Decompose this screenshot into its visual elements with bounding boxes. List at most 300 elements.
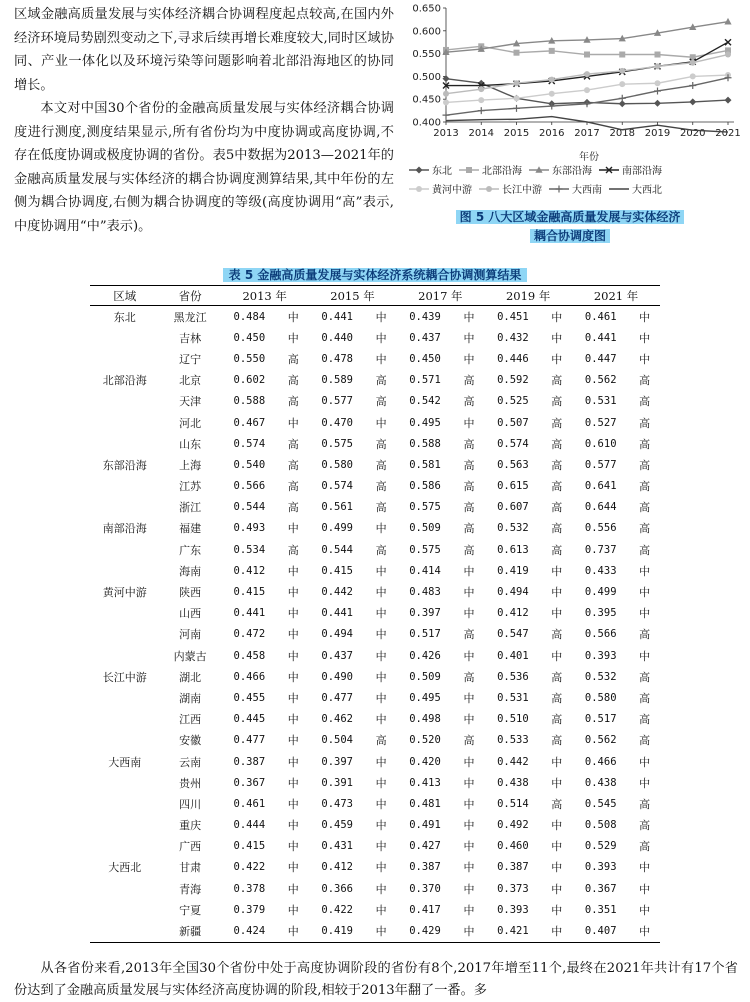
coupling-level-cell: 中	[375, 861, 387, 875]
province-cell: 河北	[179, 416, 202, 430]
province-cell: 山西	[179, 607, 202, 621]
table-row	[90, 581, 660, 602]
coupling-level-cell: 中	[463, 607, 475, 621]
coupling-value-cell: 0.373	[497, 882, 529, 895]
coupling-value-cell: 0.613	[497, 543, 529, 556]
coupling-level-cell: 高	[463, 734, 475, 748]
coupling-level-cell: 中	[551, 776, 563, 790]
coupling-value-cell: 0.447	[584, 352, 617, 365]
data-point	[584, 87, 590, 93]
coupling-value-cell: 0.459	[321, 819, 353, 832]
coupling-value-cell: 0.494	[321, 628, 353, 641]
coupling-level-cell: 高	[375, 437, 387, 451]
coupling-value-cell: 0.527	[584, 416, 617, 429]
province-cell: 湖北	[179, 670, 202, 684]
coupling-level-cell: 中	[639, 649, 651, 663]
legend-row	[408, 162, 748, 177]
region-cell	[90, 920, 159, 942]
figure-caption-line-2: 耦合协调度图	[530, 229, 610, 243]
data-point	[584, 71, 590, 77]
x-tick-label: 2020	[680, 128, 706, 139]
coupling-level-cell: 高	[639, 416, 651, 430]
coupling-value-cell: 0.412	[497, 607, 529, 620]
table-row	[90, 624, 660, 645]
coupling-value-cell: 0.550	[233, 352, 266, 365]
coupling-value-cell: 0.544	[233, 501, 266, 514]
region-cell	[90, 476, 159, 497]
coupling-level-cell: 高	[463, 480, 475, 494]
data-point	[443, 91, 449, 97]
region-cell	[90, 730, 159, 751]
legend-item	[598, 162, 662, 177]
province-cell: 黑龙江	[173, 310, 207, 324]
coupling-value-cell: 0.529	[584, 840, 617, 853]
legend-label: 南部沿海	[622, 166, 662, 177]
coupling-value-cell: 0.467	[233, 416, 266, 429]
coupling-level-cell: 中	[287, 310, 299, 324]
province-cell: 上海	[179, 458, 202, 472]
coupling-level-cell: 高	[375, 734, 387, 748]
coupling-level-cell: 中	[375, 713, 387, 727]
coupling-value-cell: 0.592	[497, 374, 529, 387]
coupling-level-cell: 中	[551, 840, 563, 854]
coupling-value-cell: 0.397	[321, 755, 353, 768]
coupling-level-cell: 高	[287, 437, 299, 451]
legend-marker	[466, 167, 472, 173]
coupling-value-cell: 0.444	[233, 819, 266, 832]
coupling-value-cell: 0.379	[233, 903, 266, 916]
table-row	[90, 603, 660, 624]
table-row	[90, 709, 660, 730]
data-point	[690, 73, 696, 79]
legend-item	[548, 181, 602, 196]
coupling-value-cell: 0.393	[584, 649, 617, 662]
region-cell	[90, 412, 159, 433]
coupling-level-cell: 高	[463, 458, 475, 472]
region-cell	[90, 348, 159, 369]
province-cell: 云南	[179, 755, 202, 769]
coupling-value-cell: 0.442	[321, 586, 353, 599]
header-2019: 2019 年	[505, 288, 551, 303]
region-cell: 东部沿海	[102, 458, 147, 472]
coupling-value-cell: 0.477	[233, 734, 266, 747]
legend-marker	[556, 185, 563, 192]
coupling-level-cell: 中	[287, 840, 299, 854]
coupling-level-cell: 高	[551, 691, 563, 705]
coupling-level-cell: 中	[463, 649, 475, 663]
coupling-level-cell: 高	[375, 374, 387, 388]
coupling-value-cell: 0.581	[409, 458, 441, 471]
province-cell: 陕西	[179, 586, 202, 600]
coupling-value-cell: 0.412	[233, 564, 266, 577]
table-row	[90, 793, 660, 814]
province-cell: 福建	[179, 522, 202, 536]
coupling-level-cell: 高	[551, 543, 563, 557]
coupling-level-cell: 中	[639, 310, 651, 324]
coupling-level-cell: 中	[639, 776, 651, 790]
province-cell: 四川	[179, 797, 202, 811]
coupling-value-cell: 0.427	[409, 840, 441, 853]
data-point	[690, 60, 696, 66]
coupling-level-cell: 中	[551, 649, 563, 663]
coupling-level-cell: 中	[463, 352, 475, 366]
coupling-level-cell: 高	[375, 480, 387, 494]
coupling-value-cell: 0.575	[409, 543, 441, 556]
table-row	[90, 772, 660, 793]
province-cell: 贵州	[179, 776, 202, 790]
coupling-value-cell: 0.641	[584, 480, 617, 493]
coupling-level-cell: 中	[375, 925, 387, 939]
coupling-value-cell: 0.441	[584, 331, 617, 344]
coupling-value-cell: 0.370	[409, 882, 441, 895]
coupling-value-cell: 0.367	[584, 882, 617, 895]
data-point	[724, 18, 731, 25]
coupling-level-cell: 高	[287, 374, 299, 388]
data-point	[549, 48, 555, 54]
data-point	[689, 98, 696, 105]
coupling-value-cell: 0.517	[409, 628, 441, 641]
legend-row	[408, 181, 748, 196]
coupling-value-cell: 0.644	[584, 501, 617, 514]
coupling-level-cell: 中	[463, 819, 475, 833]
coupling-level-cell: 中	[287, 691, 299, 705]
table-row	[90, 666, 660, 687]
coupling-level-cell: 中	[287, 628, 299, 642]
legend-item	[408, 162, 452, 177]
table-row	[90, 920, 660, 942]
coupling-level-cell: 中	[463, 331, 475, 345]
coupling-value-cell: 0.494	[497, 586, 529, 599]
coupling-level-cell: 高	[639, 819, 651, 833]
coupling-level-cell: 中	[639, 925, 651, 939]
data-point	[654, 100, 661, 107]
coupling-level-cell: 高	[551, 416, 563, 430]
coupling-value-cell: 0.547	[497, 628, 529, 641]
coupling-level-cell: 中	[375, 416, 387, 430]
coupling-value-cell: 0.577	[321, 395, 353, 408]
coupling-value-cell: 0.532	[497, 522, 529, 535]
province-cell: 江西	[179, 713, 202, 727]
legend-label: 北部沿海	[482, 166, 522, 177]
table-row	[90, 645, 660, 666]
region-cell	[90, 603, 159, 624]
coupling-value-cell: 0.588	[409, 437, 441, 450]
y-tick-label: 0.550	[412, 49, 441, 61]
coupling-value-cell: 0.387	[497, 861, 529, 874]
coupling-value-cell: 0.437	[409, 331, 441, 344]
coupling-line-chart	[398, 0, 750, 162]
data-point	[514, 80, 520, 86]
coupling-level-cell: 中	[287, 649, 299, 663]
coupling-level-cell: 高	[639, 797, 651, 811]
data-point	[549, 77, 555, 83]
figure-caption	[436, 208, 704, 246]
legend-label: 东北	[432, 166, 452, 177]
coupling-value-cell: 0.493	[233, 522, 266, 535]
coupling-value-cell: 0.478	[321, 352, 353, 365]
lead-text	[14, 3, 394, 238]
coupling-value-cell: 0.574	[321, 480, 353, 493]
legend-label: 长江中游	[502, 185, 542, 196]
region-cell: 大西北	[108, 861, 142, 875]
region-cell	[90, 836, 159, 857]
coupling-value-cell: 0.458	[233, 649, 266, 662]
coupling-level-cell: 高	[639, 670, 651, 684]
province-cell: 湖南	[179, 691, 202, 705]
coupling-level-cell: 高	[287, 458, 299, 472]
data-point	[514, 50, 520, 56]
coupling-value-cell: 0.556	[584, 522, 617, 535]
coupling-value-cell: 0.562	[584, 734, 617, 747]
legend-swatch	[408, 184, 430, 194]
coupling-level-cell: 中	[287, 670, 299, 684]
coupling-level-cell: 高	[639, 691, 651, 705]
table-row	[90, 391, 660, 412]
province-cell: 青海	[179, 882, 202, 896]
region-cell	[90, 899, 159, 920]
header-2013: 2013 年	[242, 288, 287, 303]
coupling-level-cell: 中	[639, 352, 651, 366]
x-tick-label: 2018	[609, 128, 635, 139]
table-row	[90, 836, 660, 857]
coupling-value-cell: 0.395	[584, 607, 617, 620]
coupling-value-cell: 0.610	[584, 437, 617, 450]
coupling-value-cell: 0.466	[233, 670, 266, 683]
coupling-value-cell: 0.367	[233, 776, 266, 789]
table-row	[90, 518, 660, 539]
data-point	[549, 91, 555, 97]
coupling-level-cell: 高	[639, 522, 651, 536]
data-point	[619, 81, 625, 87]
data-point	[619, 95, 626, 102]
coupling-value-cell: 0.433	[584, 564, 617, 577]
region-cell	[90, 709, 159, 730]
table-row	[90, 878, 660, 899]
coupling-level-cell: 中	[287, 925, 299, 939]
region-cell	[90, 560, 159, 581]
coupling-level-cell: 高	[639, 501, 651, 515]
data-point	[725, 39, 731, 45]
data-point	[655, 80, 661, 86]
coupling-level-cell: 中	[287, 819, 299, 833]
coupling-value-cell: 0.484	[233, 310, 266, 323]
table-row	[90, 687, 660, 708]
coupling-value-cell: 0.441	[321, 310, 353, 323]
coupling-level-cell: 中	[287, 797, 299, 811]
coupling-value-cell: 0.461	[233, 797, 266, 810]
coupling-value-cell: 0.492	[497, 819, 529, 832]
table-row	[90, 815, 660, 836]
coupling-value-cell: 0.574	[233, 437, 266, 450]
coupling-table	[90, 285, 660, 943]
legend-swatch	[478, 184, 500, 194]
legend-item	[478, 181, 542, 196]
coupling-value-cell: 0.483	[409, 586, 441, 599]
coupling-value-cell: 0.499	[321, 522, 353, 535]
coupling-value-cell: 0.481	[409, 797, 441, 810]
coupling-value-cell: 0.562	[584, 374, 617, 387]
coupling-value-cell: 0.470	[321, 416, 353, 429]
coupling-level-cell: 中	[551, 586, 563, 600]
coupling-value-cell: 0.413	[409, 776, 441, 789]
series-group	[442, 18, 731, 55]
province-cell: 甘肃	[179, 861, 202, 875]
table-title-text: 表 5 金融高质量发展与实体经济系统耦合协调测算结果	[223, 268, 528, 282]
coupling-level-cell: 高	[287, 480, 299, 494]
coupling-value-cell: 0.575	[321, 437, 353, 450]
coupling-level-cell: 中	[551, 352, 563, 366]
coupling-level-cell: 中	[375, 522, 387, 536]
coupling-value-cell: 0.461	[584, 310, 617, 323]
table-row	[90, 306, 660, 328]
coupling-value-cell: 0.491	[409, 819, 441, 832]
coupling-level-cell: 中	[463, 713, 475, 727]
coupling-level-cell: 中	[551, 607, 563, 621]
coupling-level-cell: 高	[551, 713, 563, 727]
table-row	[90, 899, 660, 920]
coupling-level-cell: 中	[551, 310, 563, 324]
table-body	[90, 306, 660, 943]
region-cell	[90, 687, 159, 708]
coupling-level-cell: 中	[639, 903, 651, 917]
coupling-level-cell: 中	[639, 882, 651, 896]
data-point	[655, 63, 661, 69]
coupling-level-cell: 中	[375, 882, 387, 896]
legend-label: 大西南	[572, 185, 602, 196]
coupling-level-cell: 中	[375, 331, 387, 345]
coupling-value-cell: 0.607	[497, 501, 529, 514]
header-region: 区域	[113, 288, 137, 303]
coupling-value-cell: 0.498	[409, 713, 441, 726]
coupling-value-cell: 0.517	[584, 713, 617, 726]
coupling-value-cell: 0.509	[409, 670, 441, 683]
region-cell	[90, 391, 159, 412]
coupling-value-cell: 0.451	[497, 310, 529, 323]
province-cell: 广西	[179, 840, 202, 854]
coupling-level-cell: 中	[551, 925, 563, 939]
coupling-value-cell: 0.563	[497, 458, 529, 471]
coupling-value-cell: 0.544	[321, 543, 353, 556]
series-lines	[442, 18, 731, 132]
y-tick-label: 0.650	[412, 3, 441, 15]
table-row	[90, 433, 660, 454]
coupling-level-cell: 高	[551, 374, 563, 388]
coupling-level-cell: 中	[375, 310, 387, 324]
legend-item	[408, 181, 472, 196]
data-point	[478, 97, 484, 103]
data-point	[478, 86, 484, 92]
coupling-value-cell: 0.393	[497, 903, 529, 916]
coupling-level-cell: 高	[551, 458, 563, 472]
x-tick-label: 2019	[644, 128, 671, 139]
coupling-value-cell: 0.422	[321, 903, 353, 916]
table-row	[90, 454, 660, 475]
coupling-value-cell: 0.477	[321, 691, 353, 704]
coupling-value-cell: 0.508	[584, 819, 617, 832]
coupling-value-cell: 0.412	[321, 861, 353, 874]
coupling-level-cell: 中	[287, 861, 299, 875]
closing-text	[14, 958, 738, 1002]
coupling-value-cell: 0.589	[321, 374, 353, 387]
coupling-value-cell: 0.407	[584, 925, 617, 938]
coupling-level-cell: 中	[287, 755, 299, 769]
coupling-level-cell: 中	[463, 776, 475, 790]
series-group	[443, 74, 732, 118]
legend-marker	[416, 186, 422, 192]
coupling-level-cell: 高	[463, 670, 475, 684]
table-row	[90, 412, 660, 433]
coupling-level-cell: 高	[639, 437, 651, 451]
coupling-level-cell: 高	[287, 501, 299, 515]
coupling-value-cell: 0.426	[409, 649, 441, 662]
coupling-level-cell: 中	[639, 331, 651, 345]
legend-marker	[486, 186, 492, 192]
coupling-level-cell: 高	[551, 670, 563, 684]
legend-swatch	[458, 165, 480, 175]
coupling-level-cell: 中	[463, 861, 475, 875]
coupling-value-cell: 0.438	[497, 776, 529, 789]
coupling-value-cell: 0.397	[409, 607, 441, 620]
coupling-level-cell: 中	[375, 607, 387, 621]
coupling-value-cell: 0.509	[409, 522, 441, 535]
header-2021: 2021 年	[593, 288, 639, 303]
coupling-value-cell: 0.460	[497, 840, 529, 853]
coupling-value-cell: 0.499	[584, 586, 617, 599]
legend-item	[458, 162, 522, 177]
coupling-level-cell: 中	[375, 564, 387, 578]
data-point	[584, 100, 591, 107]
data-point	[654, 87, 661, 94]
coupling-level-cell: 中	[639, 861, 651, 875]
province-cell: 内蒙古	[173, 649, 207, 663]
coupling-value-cell: 0.566	[233, 480, 266, 493]
coupling-value-cell: 0.561	[321, 501, 353, 514]
coupling-value-cell: 0.351	[584, 903, 617, 916]
coupling-level-cell: 中	[463, 416, 475, 430]
table-row	[90, 497, 660, 518]
data-point	[584, 52, 590, 58]
data-point	[725, 52, 731, 58]
coupling-level-cell: 高	[551, 734, 563, 748]
data-point	[478, 107, 485, 114]
coupling-level-cell: 中	[463, 797, 475, 811]
region-cell	[90, 539, 159, 560]
region-cell	[90, 433, 159, 454]
coupling-value-cell: 0.391	[321, 776, 353, 789]
province-cell: 山东	[179, 437, 202, 451]
coupling-level-cell: 中	[639, 607, 651, 621]
coupling-value-cell: 0.466	[584, 755, 617, 768]
coupling-level-cell: 高	[639, 713, 651, 727]
x-tick-label: 2013	[433, 128, 459, 139]
table-row	[90, 348, 660, 369]
coupling-level-cell: 中	[287, 586, 299, 600]
coupling-value-cell: 0.455	[233, 691, 266, 704]
region-cell	[90, 327, 159, 348]
table-row	[90, 370, 660, 391]
table-row	[90, 476, 660, 497]
coupling-value-cell: 0.415	[233, 586, 266, 599]
region-cell	[90, 878, 159, 899]
coupling-value-cell: 0.421	[497, 925, 529, 938]
region-cell	[90, 772, 159, 793]
data-point	[443, 99, 449, 105]
region-cell: 长江中游	[102, 670, 147, 684]
coupling-level-cell: 中	[375, 670, 387, 684]
coupling-value-cell: 0.393	[584, 861, 617, 874]
data-point	[443, 112, 450, 119]
table-row	[90, 327, 660, 348]
